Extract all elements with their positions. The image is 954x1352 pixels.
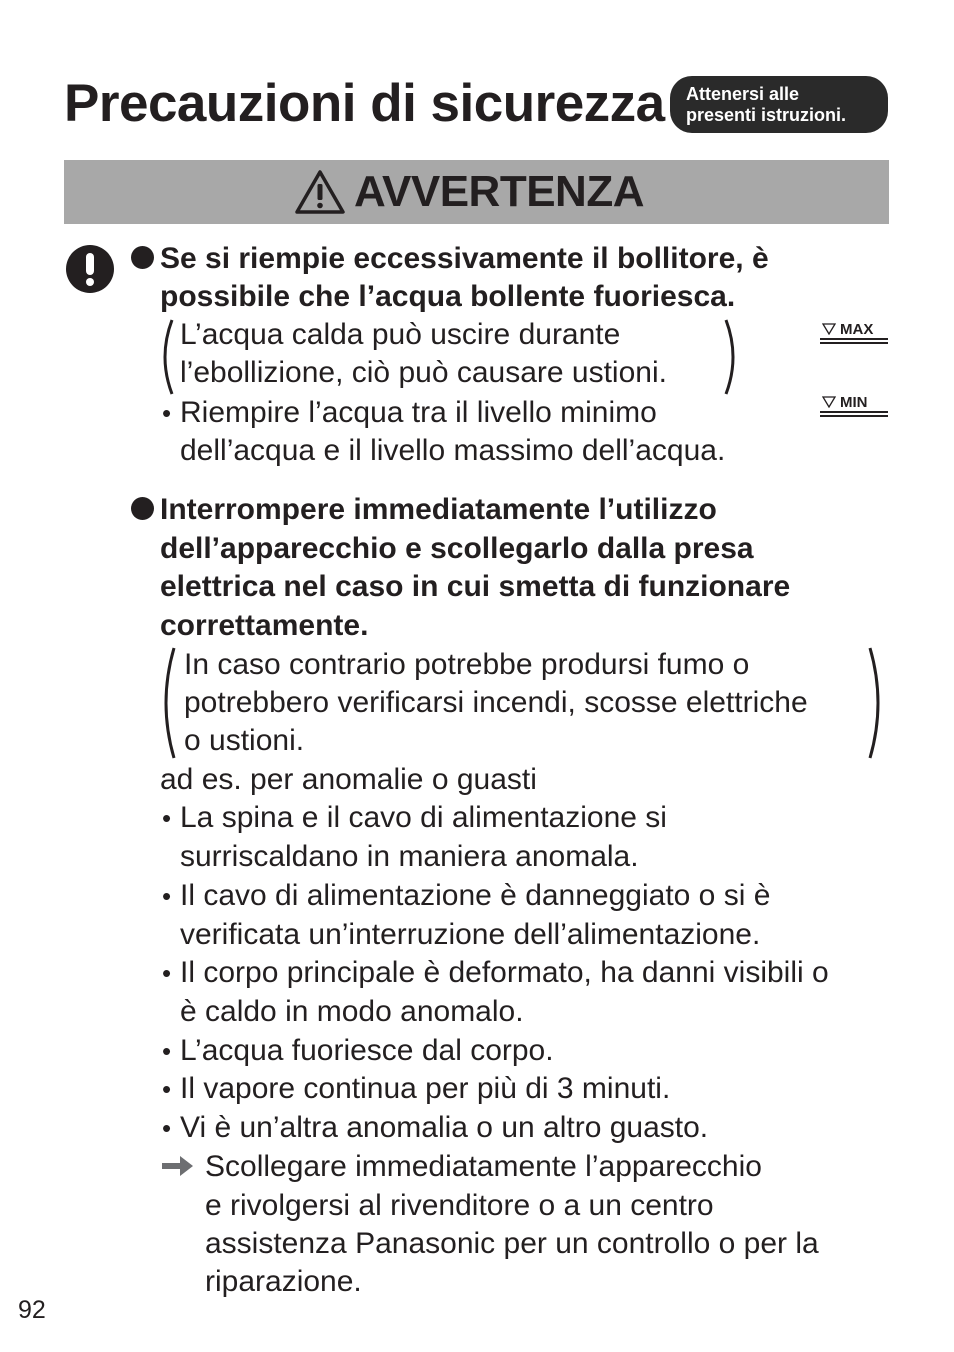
bullet-marker: • xyxy=(162,1074,172,1104)
section1-heading-line: possibile che l’acqua bollente fuoriesca. xyxy=(160,280,736,313)
bullet-marker: • xyxy=(162,881,172,911)
section2-heading-line: Interrompere immediatamente l’utilizzo xyxy=(160,493,717,526)
action-line: e rivolgersi al rivenditore o a un centro xyxy=(205,1189,714,1222)
open-parenthesis xyxy=(156,646,178,760)
section2-bullet-line: Il vapore continua per più di 3 minuti. xyxy=(180,1072,671,1105)
warning-triangle-icon xyxy=(294,169,346,215)
bullet-marker: • xyxy=(162,398,172,428)
max-level-mark xyxy=(820,321,888,345)
warning-bar xyxy=(64,160,889,224)
section2-bullet-line: Il cavo di alimentazione è danneggiato o si è xyxy=(180,879,771,912)
max-label: MAX xyxy=(840,321,874,338)
bullet-marker: • xyxy=(162,1113,172,1143)
instruction-badge xyxy=(670,76,888,133)
section1-note-line: L’acqua calda può uscire durante xyxy=(180,318,621,351)
section2-bullet-line: La spina e il cavo di alimentazione si xyxy=(180,801,667,834)
section2-bullet-line: Vi è un’altra anomalia o un altro guasto. xyxy=(180,1111,709,1144)
section2-bullet-line: verificata un’interruzione dell’alimentazione. xyxy=(180,918,761,951)
section1-heading-line: Se si riempie eccessivamente il bollitore, è xyxy=(160,242,769,275)
exclamation-circle-icon xyxy=(66,245,114,293)
page-title: Precauzioni di sicurezza xyxy=(64,74,665,133)
bullet-marker: • xyxy=(162,803,172,833)
page-number: 92 xyxy=(18,1296,46,1324)
section2-heading-line: dell’apparecchio e scollegarlo dalla presa xyxy=(160,532,754,565)
close-parenthesis xyxy=(722,318,742,396)
section-bullet-dot xyxy=(131,246,154,269)
bullet-marker: • xyxy=(162,958,172,988)
section2-heading-line: elettrica nel caso in cui smetta di funzionare xyxy=(160,570,791,603)
example-intro: ad es. per anomalie o guasti xyxy=(160,763,537,796)
section1-bullet-line: dell’acqua e il livello massimo dell’acqua. xyxy=(180,434,726,467)
section2-bullet-line: è caldo in modo anomalo. xyxy=(180,995,524,1028)
arrow-right-icon xyxy=(160,1152,196,1180)
section2-note-line: potrebbero verificarsi incendi, scosse elettriche xyxy=(184,686,808,719)
section1-note-line: l’ebollizione, ciò può causare ustioni. xyxy=(180,356,667,389)
badge-line-1: Attenersi alle xyxy=(686,84,800,104)
action-line: Scollegare immediatamente l’apparecchio xyxy=(205,1150,762,1183)
section2-bullet-line: surriscaldano in maniera anomala. xyxy=(180,840,639,873)
section2-note-line: o ustioni. xyxy=(184,724,305,757)
close-parenthesis xyxy=(866,646,888,760)
warning-bar-content xyxy=(294,160,644,224)
bullet-marker: • xyxy=(162,1036,172,1066)
min-label: MIN xyxy=(840,394,868,411)
section-bullet-dot xyxy=(131,497,154,520)
action-line: riparazione. xyxy=(205,1265,362,1298)
open-parenthesis xyxy=(156,318,176,396)
triangle-down-icon xyxy=(822,323,836,335)
section2-bullet-line: Il corpo principale è deformato, ha danni visibili o xyxy=(180,956,829,989)
min-level-mark xyxy=(820,394,888,418)
action-line: assistenza Panasonic per un controllo o per la xyxy=(205,1227,819,1260)
badge-line-2: presenti istruzioni. xyxy=(686,105,847,125)
section1-bullet-line: Riempire l’acqua tra il livello minimo xyxy=(180,396,657,429)
section2-bullet-line: L’acqua fuoriesce dal corpo. xyxy=(180,1034,554,1067)
warning-label: AVVERTENZA xyxy=(354,167,644,216)
triangle-down-icon xyxy=(822,396,836,408)
section2-note-line: In caso contrario potrebbe prodursi fumo o xyxy=(184,648,750,681)
section2-heading-line: correttamente. xyxy=(160,609,369,642)
